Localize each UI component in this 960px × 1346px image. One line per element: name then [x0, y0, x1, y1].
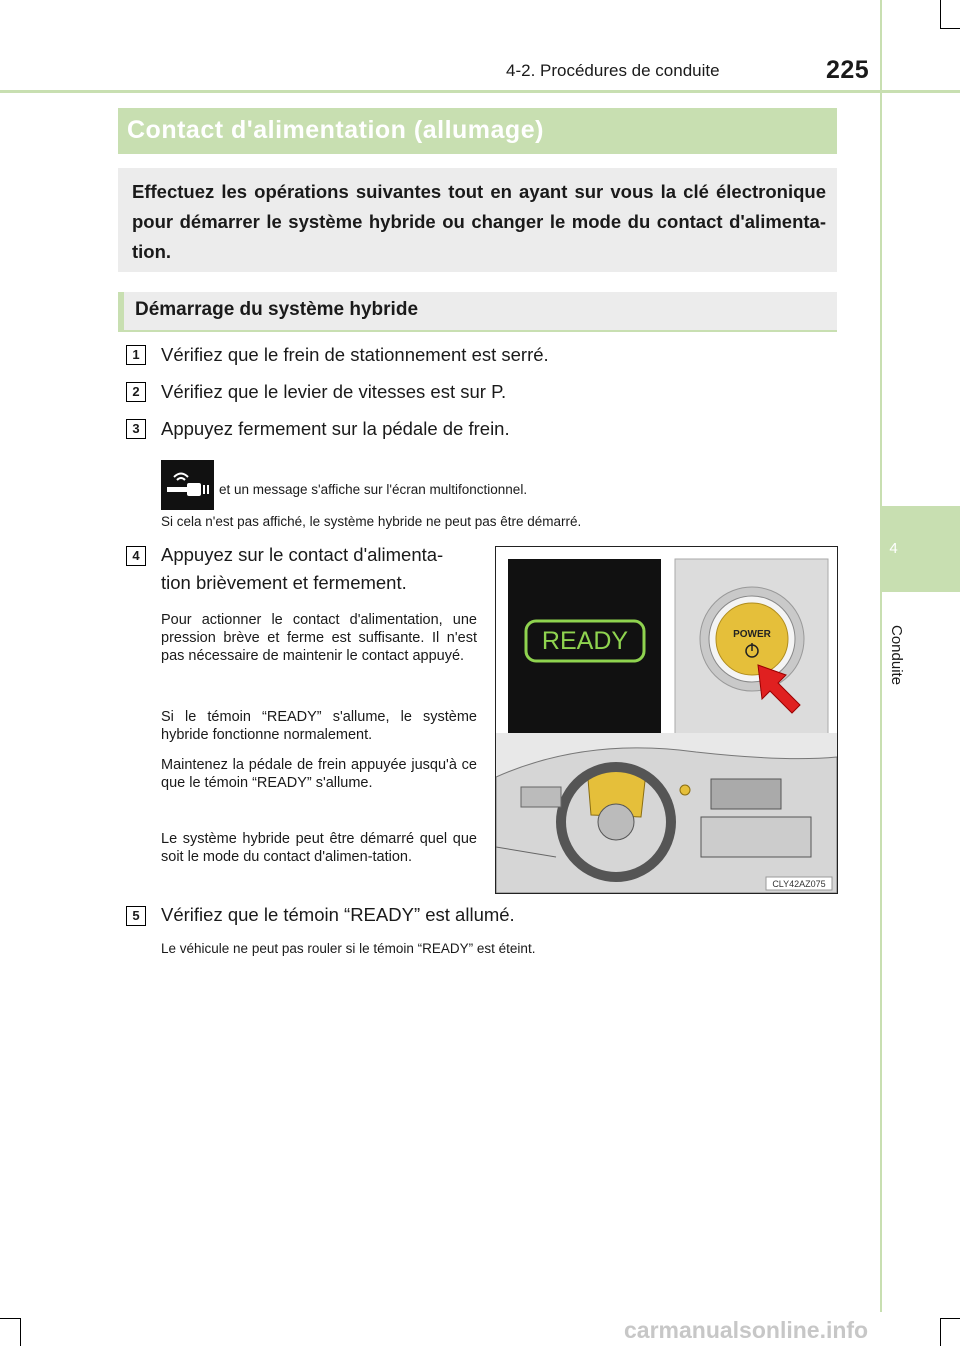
power-button-text: POWER — [733, 629, 771, 640]
step-3-text: Appuyez fermement sur la pédale de frein. — [161, 418, 510, 439]
watermark: carmanualsonline.info — [624, 1317, 869, 1343]
chapter-title: 4-2. Procédures de conduite — [506, 61, 720, 80]
section-title-bar — [118, 108, 837, 154]
crop-mark — [0, 1318, 20, 1319]
crop-mark — [20, 1318, 21, 1346]
figure-code: CLY42AZ075 — [772, 879, 826, 889]
step-5-note: Le véhicule ne peut pas rouler si le témoin “READY” est éteint. — [161, 941, 536, 956]
subsection-title-bar — [118, 292, 837, 332]
intro-box — [118, 168, 837, 272]
chapter-tab-number: 4 — [889, 540, 898, 557]
key-indicator-icon — [161, 460, 214, 510]
step-number-5: 5 — [126, 906, 146, 926]
step-number-1: 1 — [126, 345, 146, 365]
ready-indicator-text: READY — [541, 627, 629, 655]
step-5-text: Vérifiez que le témoin “READY” est allumé. — [161, 904, 515, 925]
intro-text: Effectuez les opérations suivantes tout en ayant sur vous la clé électronique pour démarrer le système hybride ou changer le mode du contact d'alimenta-tion. — [132, 181, 826, 262]
step-4-text-line2: tion brièvement et fermement. — [161, 572, 407, 593]
step-number-2: 2 — [126, 382, 146, 402]
illustration-figure — [495, 546, 838, 894]
step-number-4: 4 — [126, 546, 146, 566]
crop-mark — [940, 1318, 960, 1319]
step-4-para-2: Si le témoin “READY” s'allume, le système hybride fonctionne normalement. — [161, 709, 477, 743]
crop-mark — [940, 28, 960, 29]
step-4-para-3: Maintenez la pédale de frein appuyée jusqu'à ce que le témoin “READY” s'allume. — [161, 757, 477, 791]
step-4-para-4: Le système hybride peut être démarré quel que soit le mode du contact d'alimen-tation. — [161, 831, 477, 865]
step-4-para-1: Pour actionner le contact d'alimentation, une pression brève et ferme est suffisante. Il n'est pas nécessaire de maintenir le contact appuyé. — [161, 612, 477, 664]
step-2-text: Vérifiez que le levier de vitesses est sur P. — [161, 381, 507, 402]
chapter-tab-label: Conduite — [888, 625, 905, 686]
step-4-text-line1: Appuyez sur le contact d'alimenta- — [161, 544, 444, 565]
page-number: 225 — [826, 56, 870, 84]
step-number-3: 3 — [126, 419, 146, 439]
crop-mark — [940, 1318, 941, 1346]
side-divider — [880, 592, 882, 1312]
section-title: Contact d'alimentation (allumage) — [127, 116, 544, 144]
header-divider — [0, 90, 960, 93]
step-1-text: Vérifiez que le frein de stationnement est serré. — [161, 344, 549, 365]
side-divider — [880, 0, 882, 506]
step-3-note: Si cela n'est pas affiché, le système hybride ne peut pas être démarré. — [161, 514, 582, 529]
step-3-icon-text: et un message s'affiche sur l'écran multifonctionnel. — [219, 482, 528, 497]
subsection-accent-bar — [118, 292, 124, 330]
crop-mark — [940, 0, 941, 28]
subsection-title: Démarrage du système hybride — [135, 299, 419, 320]
dashboard-illustration — [496, 547, 837, 893]
